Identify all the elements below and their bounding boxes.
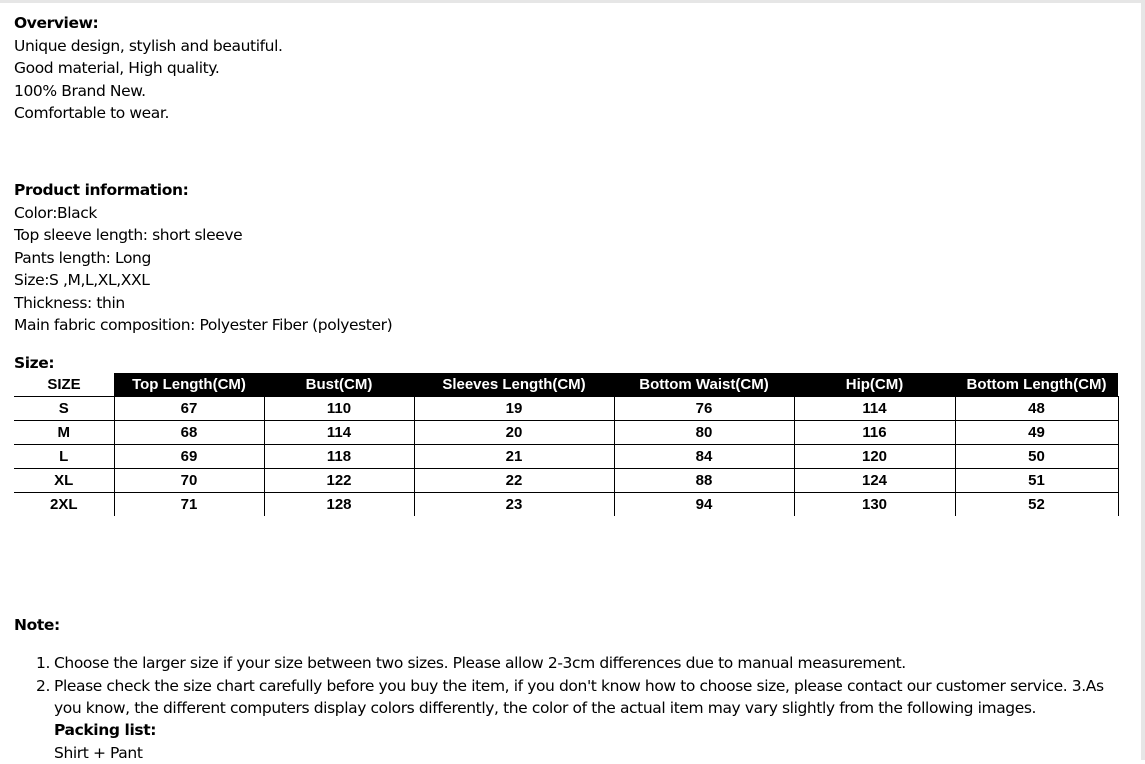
table-cell: 94 — [614, 493, 794, 517]
table-row — [14, 397, 1118, 421]
table-cell: S — [14, 397, 114, 421]
table-cell: 70 — [114, 469, 264, 493]
table-cell: 76 — [614, 397, 794, 421]
product-info-line: Top sleeve length: short sleeve — [14, 224, 392, 247]
size-table-header: SIZE — [14, 373, 114, 397]
packing-text: Shirt + Pant — [54, 742, 156, 764]
note-number: 2. — [36, 675, 50, 698]
note-text: Choose the larger size if your size between two sizes. Please allow 2-3cm differences due to manual measurement. — [54, 654, 906, 672]
table-cell: 118 — [264, 445, 414, 469]
product-info-line: Size:S ,M,L,XL,XXL — [14, 269, 392, 292]
product-info-line: Thickness: thin — [14, 292, 392, 315]
table-cell: 51 — [955, 469, 1118, 493]
table-row — [14, 493, 1118, 517]
table-cell: 23 — [414, 493, 614, 517]
packing-section — [54, 719, 156, 764]
table-cell: 52 — [955, 493, 1118, 517]
size-heading: Size: — [14, 352, 54, 374]
table-cell: 20 — [414, 421, 614, 445]
note-number: 1. — [36, 652, 50, 675]
product-info-line: Main fabric composition: Polyester Fiber (polyester) — [14, 314, 392, 337]
packing-heading: Packing list: — [54, 719, 156, 742]
table-cell: 48 — [955, 397, 1118, 421]
table-cell: 71 — [114, 493, 264, 517]
table-cell: 120 — [794, 445, 955, 469]
table-cell: L — [14, 445, 114, 469]
note-text: Please check the size chart carefully before you buy the item, if you don't know how to choose size, please contact our customer service. 3.As you know, the different computers display colors differently, the color of the actual item may vary slightly from the following images. — [54, 677, 1104, 718]
overview-heading: Overview: — [14, 12, 283, 35]
size-table-header: Bottom Length(CM) — [955, 373, 1118, 397]
table-cell: 130 — [794, 493, 955, 517]
table-row — [14, 469, 1118, 493]
size-table-header: Sleeves Length(CM) — [414, 373, 614, 397]
overview-line: 100% Brand New. — [14, 80, 283, 103]
table-cell: 80 — [614, 421, 794, 445]
table-cell: 88 — [614, 469, 794, 493]
product-info-line: Pants length: Long — [14, 247, 392, 270]
table-row — [14, 421, 1118, 445]
product-info-line: Color:Black — [14, 202, 392, 225]
size-table-header: Top Length(CM) — [114, 373, 264, 397]
table-cell: 128 — [264, 493, 414, 517]
overview-section — [14, 12, 283, 125]
size-table-header: Bust(CM) — [264, 373, 414, 397]
size-table-header: Bottom Waist(CM) — [614, 373, 794, 397]
table-cell: 110 — [264, 397, 414, 421]
table-cell: 69 — [114, 445, 264, 469]
table-cell: 124 — [794, 469, 955, 493]
table-cell: 114 — [794, 397, 955, 421]
table-cell: 122 — [264, 469, 414, 493]
size-table-header-row — [14, 373, 1118, 397]
table-cell: 114 — [264, 421, 414, 445]
note-heading: Note: — [14, 614, 60, 636]
table-cell: 67 — [114, 397, 264, 421]
note-list — [54, 652, 1114, 720]
table-cell: 50 — [955, 445, 1118, 469]
size-table-header: Hip(CM) — [794, 373, 955, 397]
size-chart-table — [14, 373, 1119, 516]
note-item — [54, 652, 1114, 675]
product-info-heading: Product information: — [14, 179, 392, 202]
table-cell: 2XL — [14, 493, 114, 517]
product-info-section — [14, 179, 392, 337]
table-cell: 49 — [955, 421, 1118, 445]
table-cell: M — [14, 421, 114, 445]
note-item — [54, 675, 1114, 720]
table-cell: 84 — [614, 445, 794, 469]
table-row — [14, 445, 1118, 469]
table-cell: 68 — [114, 421, 264, 445]
table-cell: 116 — [794, 421, 955, 445]
overview-line: Comfortable to wear. — [14, 102, 283, 125]
top-border — [0, 0, 1145, 3]
overview-line: Unique design, stylish and beautiful. — [14, 35, 283, 58]
scrollbar-track[interactable] — [1141, 0, 1145, 760]
overview-line: Good material, High quality. — [14, 57, 283, 80]
table-cell: 22 — [414, 469, 614, 493]
table-cell: 19 — [414, 397, 614, 421]
table-cell: XL — [14, 469, 114, 493]
table-cell: 21 — [414, 445, 614, 469]
